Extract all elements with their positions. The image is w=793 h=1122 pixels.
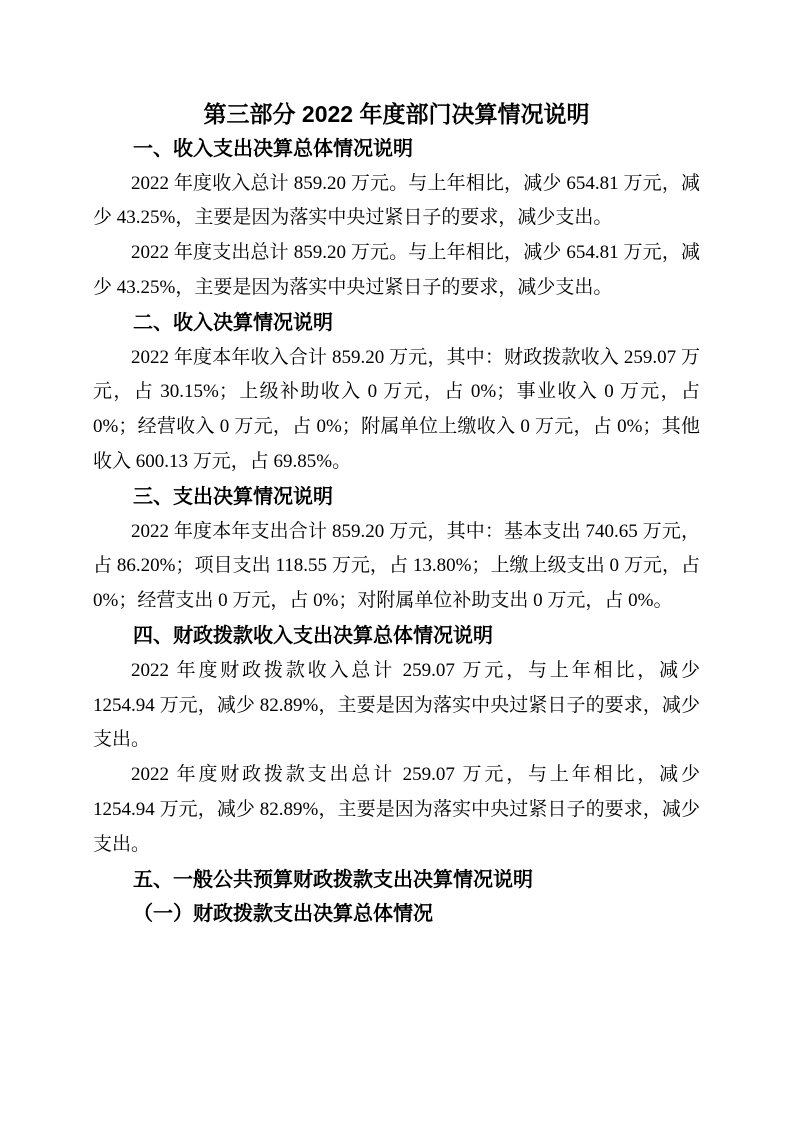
document-content (93, 97, 700, 932)
section-3-heading: 三、支出决算情况说明 (133, 485, 333, 508)
section-1-heading: 一、收入支出决算总体情况说明 (133, 137, 413, 160)
section-1-paragraph-2: 2022 年度支出总计 859.20 万元。与上年相比，减少 654.81 万元，减少 43.25%，主要是因为落实中央过紧日子的要求，减少支出。 (93, 242, 700, 298)
document-title: 第三部分 2022 年度部门决算情况说明 (203, 101, 590, 127)
section-3-paragraph-1: 2022 年度本年支出合计 859.20 万元，其中：基本支出 740.65 万元，占 86.20%；项目支出 118.55 万元，占 13.80%；上缴上级支出 0 万元，占 0%；经营支出 0 万元，占 0%；对附属单位补助支出 0 万元，占 0%。 (93, 520, 700, 612)
section-5-subheading: （一）财政拨款支出决算总体情况 (133, 903, 433, 926)
section-2-heading: 二、收入决算情况说明 (133, 311, 333, 334)
section-4-paragraph-1: 2022 年度财政拨款收入总计 259.07 万元，与上年相比，减少 1254.94 万元，减少 82.89%，主要是因为落实中央过紧日子的要求，减少支出。 (93, 659, 700, 751)
section-2-paragraph-1: 2022 年度本年收入合计 859.20 万元，其中：财政拨款收入 259.07 万元，占 30.15%；上级补助收入 0 万元，占 0%；事业收入 0 万元，占 0%；经营收入 0 万元，占 0%；附属单位上缴收入 0 万元，占 0%；其他收入 600.13 万元，占 69.85%。 (93, 346, 700, 472)
section-4-paragraph-2: 2022 年度财政拨款支出总计 259.07 万元，与上年相比，减少 1254.94 万元，减少 82.89%，主要是因为落实中央过紧日子的要求，减少支出。 (93, 764, 700, 855)
section-5-heading: 五、一般公共预算财政拨款支出决算情况说明 (133, 868, 533, 891)
section-4-heading: 四、财政拨款收入支出决算总体情况说明 (133, 624, 493, 647)
section-1-paragraph-1: 2022 年度收入总计 859.20 万元。与上年相比，减少 654.81 万元，减少 43.25%，主要是因为落实中央过紧日子的要求，减少支出。 (93, 172, 700, 229)
